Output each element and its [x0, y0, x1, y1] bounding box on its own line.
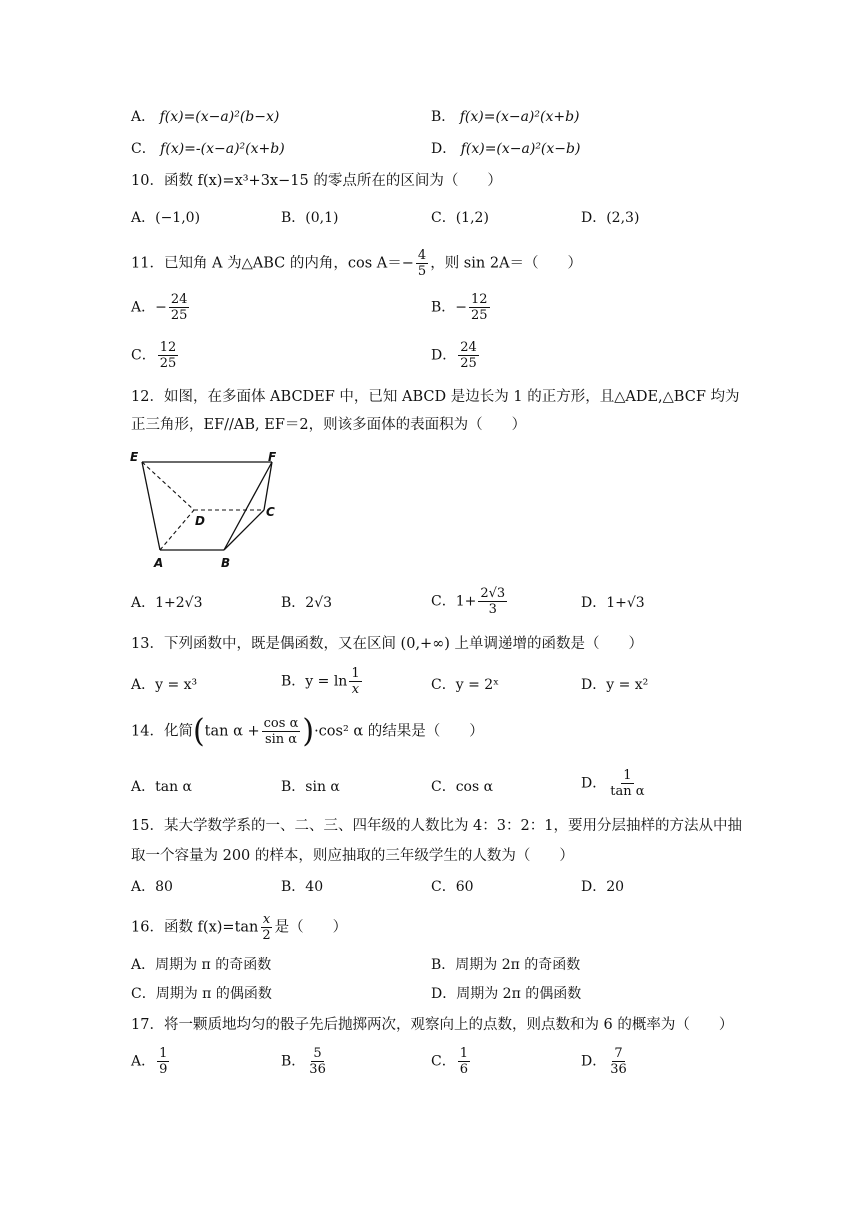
q13-option-a: A．y = x³: [131, 677, 198, 693]
polyhedron-figure: [128, 448, 298, 576]
q11-a-num: 24: [170, 292, 188, 307]
q11-option-d-label: D．: [431, 347, 457, 364]
edge-bc: [224, 510, 264, 550]
q11-c-den: 25: [159, 356, 177, 371]
q11-option-a-fraction: [169, 292, 190, 323]
q12-option-a: A．1+2√3: [131, 595, 203, 611]
q16-frac-den: 2: [262, 928, 271, 943]
q10-option-d: D．(2,3): [581, 210, 640, 226]
q9-option-c-expr: f(x)=-(x−a)²(x+b): [160, 141, 285, 157]
q17-a-num: 1: [159, 1046, 168, 1061]
q14-frac-num: cos α: [263, 716, 299, 731]
q15-stem-line1: 15．某大学数学系的一、二、三、四年级的人数比为 4：3：2：1，要用分层抽样的方法从中抽: [131, 818, 742, 834]
q9-option-c: [131, 140, 285, 158]
q14-option-d-fraction: [608, 768, 646, 799]
q17-option-b-fraction: [307, 1046, 328, 1077]
q14-d-num: 1: [623, 768, 632, 783]
q14-option-c: C．cos α: [431, 779, 494, 795]
q9-option-d-label: D．: [431, 141, 457, 157]
q13-b-num: 1: [351, 666, 360, 681]
q14-stem: [131, 712, 484, 750]
q17-option-c: [431, 1046, 472, 1077]
edge-ad-hidden: [160, 510, 194, 550]
q16-stem-fraction: [260, 912, 272, 943]
q17-c-num: 1: [459, 1046, 468, 1061]
q11-b-den: 25: [471, 308, 488, 323]
vertex-label-f: F: [268, 450, 277, 464]
edge-ea: [142, 462, 160, 550]
q11-option-d-fraction: [458, 340, 479, 371]
q17-d-num: 7: [614, 1046, 623, 1061]
q15-stem-line2: 取一个容量为 200 的样本，则应抽取的三年级学生的人数为（ ）: [131, 848, 574, 864]
q17-b-den: 36: [309, 1062, 326, 1077]
q13-option-d: D．y = x²: [581, 677, 649, 693]
q16-option-a: A．周期为 π 的奇函数: [131, 957, 272, 973]
vertex-label-d: D: [195, 514, 205, 528]
q15-option-b: B．40: [281, 879, 324, 895]
vertex-label-a: A: [154, 556, 164, 570]
q11-option-c-fraction: [158, 340, 179, 371]
q13-option-b-label: B．y = ln: [281, 673, 348, 690]
q16-frac-num: x: [262, 912, 271, 927]
q14-stem-fraction: [262, 716, 301, 747]
q17-d-den: 36: [610, 1062, 627, 1077]
q12-option-c-label: C．1+: [431, 593, 477, 610]
q11-stem: [131, 248, 582, 279]
q17-option-c-label: C．: [431, 1053, 456, 1070]
q9-option-b-expr: f(x)=(x−a)²(x+b): [459, 109, 580, 125]
q9-option-d: [431, 140, 580, 158]
q9-option-b: [431, 108, 580, 126]
q17-stem: 17．将一颗质地均匀的骰子先后抛掷两次，观察向上的点数，则点数和为 6 的概率为（ ）: [131, 1017, 734, 1033]
q11-option-a: [131, 292, 191, 323]
q16-stem-pre: 16．函数 f(x)=tan: [131, 919, 259, 936]
q14-frac-den: sin α: [264, 732, 298, 747]
q13-option-c: C．y = 2ˣ: [431, 677, 500, 693]
q14-option-b: B．sin α: [281, 779, 340, 795]
q15-option-c: C．60: [431, 879, 474, 895]
q11-a-den: 25: [170, 308, 188, 323]
vertex-label-e: E: [130, 450, 139, 464]
q11-b-num: 12: [471, 292, 488, 307]
q13-option-b-fraction: [349, 666, 361, 697]
q17-a-den: 9: [159, 1062, 168, 1077]
q11-stem-post: ，则 sin 2A＝（ ）: [430, 255, 583, 272]
vertex-label-b: B: [221, 556, 231, 570]
q11-stem-pre: 11．已知角 A 为△ABC 的内角，cos A＝−: [131, 255, 414, 272]
vertex-label-c: C: [266, 505, 275, 519]
q16-stem: [131, 912, 347, 943]
q11-option-a-label: A．−: [131, 299, 167, 316]
q11-d-den: 25: [460, 356, 477, 371]
q14-option-d-label: D．: [581, 775, 607, 792]
q16-stem-post: 是（ ）: [274, 919, 348, 936]
q17-option-a-label: A．: [131, 1053, 156, 1070]
q14-option-d: [581, 768, 649, 799]
q11-d-num: 24: [460, 340, 477, 355]
q17-option-b: [281, 1046, 330, 1077]
q17-b-num: 5: [313, 1046, 322, 1061]
q10-stem: 10．函数 f(x)=x³+3x−15 的零点所在的区间为（ ）: [131, 173, 502, 189]
q11-option-b: [431, 292, 492, 323]
q11-stem-frac-den: 5: [417, 264, 427, 279]
q9-option-b-label: B．: [431, 109, 456, 125]
q17-option-b-label: B．: [281, 1053, 306, 1070]
q11-option-b-fraction: [469, 292, 490, 323]
q12-option-b: B．2√3: [281, 595, 333, 611]
q17-option-a: [131, 1046, 171, 1077]
q11-c-num: 12: [159, 340, 177, 355]
q17-option-d-fraction: [608, 1046, 629, 1077]
q14-inner-pre: tan α +: [204, 723, 260, 740]
q11-option-b-label: B．−: [431, 299, 468, 316]
q9-option-d-expr: f(x)=(x−a)²(x−b): [460, 141, 581, 157]
q11-option-d: [431, 340, 481, 371]
q14-d-den: tan α: [610, 784, 645, 799]
q14-stem-post: ·cos² α 的结果是（ ）: [314, 723, 484, 740]
q13-stem: 13．下列函数中，既是偶函数，又在区间 (0,+∞) 上单调递增的函数是（ ）: [131, 636, 644, 652]
q9-option-a: [131, 108, 279, 126]
q14-right-paren: ): [302, 712, 315, 750]
q10-option-c: C．(1,2): [431, 210, 489, 226]
q17-option-d: [581, 1046, 631, 1077]
q14-option-a: A．tan α: [131, 779, 193, 795]
q9-option-c-label: C．: [131, 141, 156, 157]
q11-option-c: [131, 340, 180, 371]
q11-option-c-label: C．: [131, 347, 156, 364]
q12-option-c: [431, 586, 509, 617]
q9-option-a-label: A．: [131, 109, 156, 125]
q12-c-den: 3: [488, 602, 497, 617]
q11-stem-frac-num: 4: [417, 248, 427, 263]
q13-b-den: x: [351, 682, 360, 697]
q12-stem-line1: 12．如图，在多面体 ABCDEF 中，已知 ABCD 是边长为 1 的正方形，且△ADE,△BCF 均为: [131, 389, 740, 405]
q14-stem-pre: 14．化简: [131, 723, 193, 740]
q14-left-paren: (: [192, 712, 205, 750]
q17-option-c-fraction: [458, 1046, 470, 1077]
q16-option-b: B．周期为 2π 的奇函数: [431, 957, 581, 973]
q12-stem-line2: 正三角形，EF//AB, EF＝2，则该多面体的表面积为（ ）: [131, 417, 527, 433]
q15-option-a: A．80: [131, 879, 173, 895]
q9-option-a-expr: f(x)=(x−a)²(b−x): [159, 109, 280, 125]
q16-option-c: C．周期为 π 的偶函数: [131, 986, 272, 1002]
q12-c-num: 2√3: [480, 586, 506, 601]
q17-option-d-label: D．: [581, 1053, 607, 1070]
q17-option-a-fraction: [157, 1046, 169, 1077]
q12-option-c-fraction: [478, 586, 507, 617]
q11-stem-fraction: [416, 248, 428, 279]
q12-option-d: D．1+√3: [581, 595, 645, 611]
q13-option-b: [281, 666, 364, 697]
q15-option-d: D．20: [581, 879, 625, 895]
q17-c-den: 6: [459, 1062, 468, 1077]
q16-option-d: D．周期为 2π 的偶函数: [431, 986, 582, 1002]
q10-option-a: A．(−1,0): [131, 210, 201, 226]
q10-option-b: B．(0,1): [281, 210, 339, 226]
